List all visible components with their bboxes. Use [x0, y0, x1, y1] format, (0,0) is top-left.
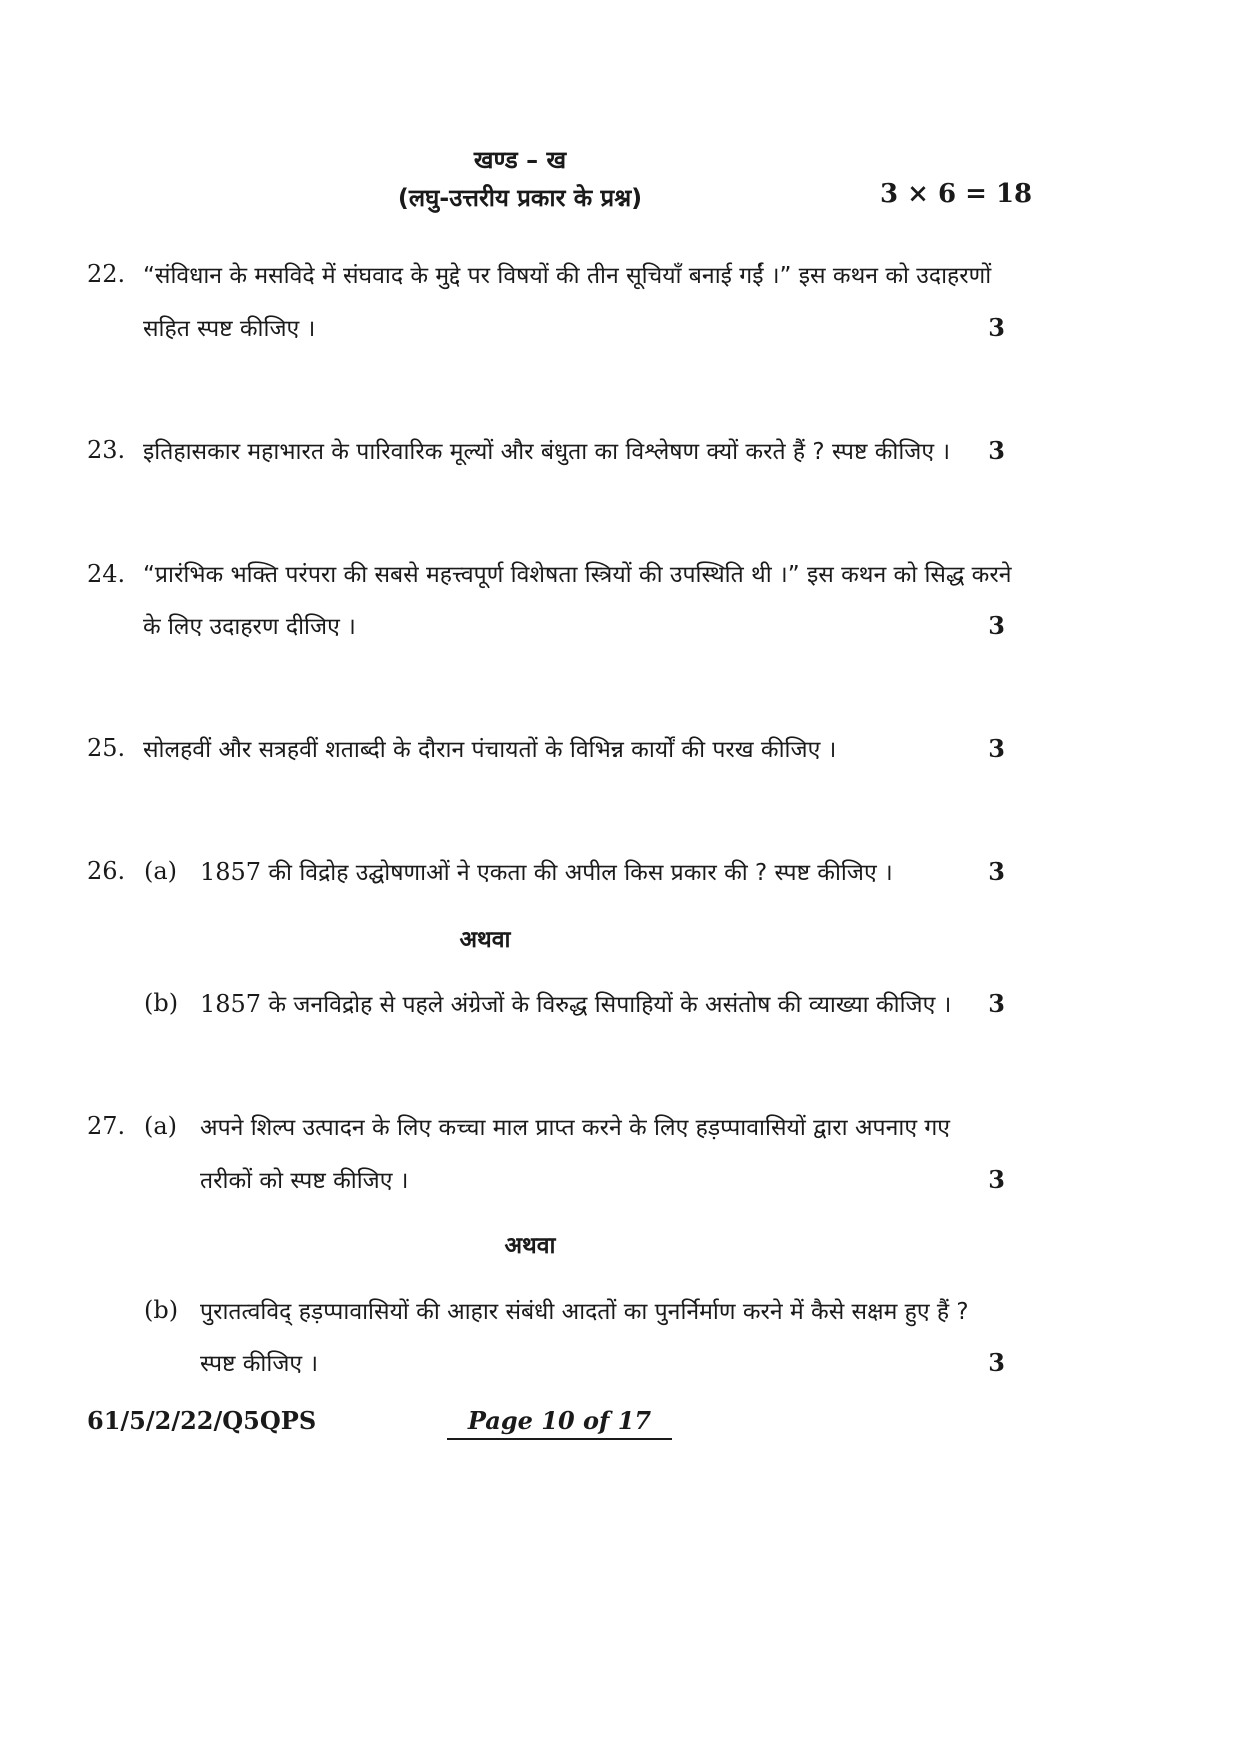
- question-marks: 3: [988, 313, 1005, 342]
- question-number: 24.: [87, 560, 126, 588]
- option-text-a: [200, 855, 893, 887]
- option-text-line: अपने शिल्प उत्पादन के लिए कच्चा माल प्राप्त करने के लिए हड़प्पावासियों द्वारा अपनाए गए: [200, 1115, 951, 1141]
- page-number: Page 10 of 17: [467, 1406, 652, 1435]
- option-text-b-body: के जनविद्रोह से पहले अंग्रेजों के विरुद्ध सिपाहियों के असंतोष की व्याख्या कीजिए ।: [261, 992, 952, 1018]
- option-marks-a: 3: [988, 857, 1005, 886]
- question-marks: 3: [988, 611, 1005, 640]
- option-marks-b: 3: [988, 989, 1005, 1018]
- question-number: 26.: [87, 857, 126, 885]
- option-label-b: (b): [144, 1296, 179, 1324]
- section-marks-formula: 3 × 6 = 18: [880, 179, 1033, 209]
- question-number: 23.: [87, 436, 126, 464]
- paper-code: 61/5/2/22/Q5QPS: [87, 1406, 317, 1435]
- question-marks: 3: [988, 436, 1005, 465]
- question-text-line: सहित स्पष्ट कीजिए ।: [143, 316, 316, 342]
- option-marks-a: 3: [988, 1165, 1005, 1194]
- option-text-b: [200, 987, 951, 1019]
- option-label-b: (b): [144, 989, 179, 1017]
- option-label-a: (a): [144, 1112, 178, 1140]
- option-marks-b: 3: [988, 1348, 1005, 1377]
- question-text-line: “प्रारंभिक भक्ति परंपरा की सबसे महत्त्वपूर्ण विशेषता स्त्रियों की उपस्थिति थी ।” इस कथन को सिद्ध करने: [143, 562, 1012, 588]
- year-value: 1857: [200, 858, 262, 886]
- or-separator: अथवा: [504, 1233, 556, 1259]
- section-subtitle: (लघु-उत्तरीय प्रकार के प्रश्न): [397, 184, 643, 212]
- question-text-line: इतिहासकार महाभारत के पारिवारिक मूल्यों और बंधुता का विश्लेषण क्यों करते हैं ? स्पष्ट कीजिए ।: [143, 439, 951, 465]
- option-label-a: (a): [144, 857, 178, 885]
- page-number-underline: [447, 1438, 672, 1440]
- question-number: 25.: [87, 734, 126, 762]
- question-text-line: “संविधान के मसविदे में संघवाद के मुद्दे पर विषयों की तीन सूचियाँ बनाई गईं ।” इस कथन को उदाहरणों: [143, 263, 992, 289]
- question-text-line: के लिए उदाहरण दीजिए ।: [143, 614, 356, 640]
- option-text-line: तरीकों को स्पष्ट कीजिए ।: [200, 1168, 409, 1194]
- option-text-line: स्पष्ट कीजिए ।: [200, 1351, 319, 1377]
- question-number: 22.: [87, 260, 126, 288]
- option-text-line: पुरातत्वविद् हड़प्पावासियों की आहार संबंधी आदतों का पुनर्निर्माण करने में कैसे सक्षम हुए हैं ?: [200, 1299, 969, 1325]
- year-value: 1857: [200, 990, 262, 1018]
- or-separator: अथवा: [459, 927, 511, 953]
- section-title: खण्ड – ख: [473, 146, 567, 174]
- question-text-line: सोलहवीं और सत्रहवीं शताब्दी के दौरान पंचायतों के विभिन्न कार्यों की परख कीजिए ।: [143, 737, 837, 763]
- option-text-a-body: की विद्रोह उद्घोषणाओं ने एकता की अपील किस प्रकार की ? स्पष्ट कीजिए ।: [261, 860, 893, 886]
- question-number: 27.: [87, 1112, 126, 1140]
- question-marks: 3: [988, 734, 1005, 763]
